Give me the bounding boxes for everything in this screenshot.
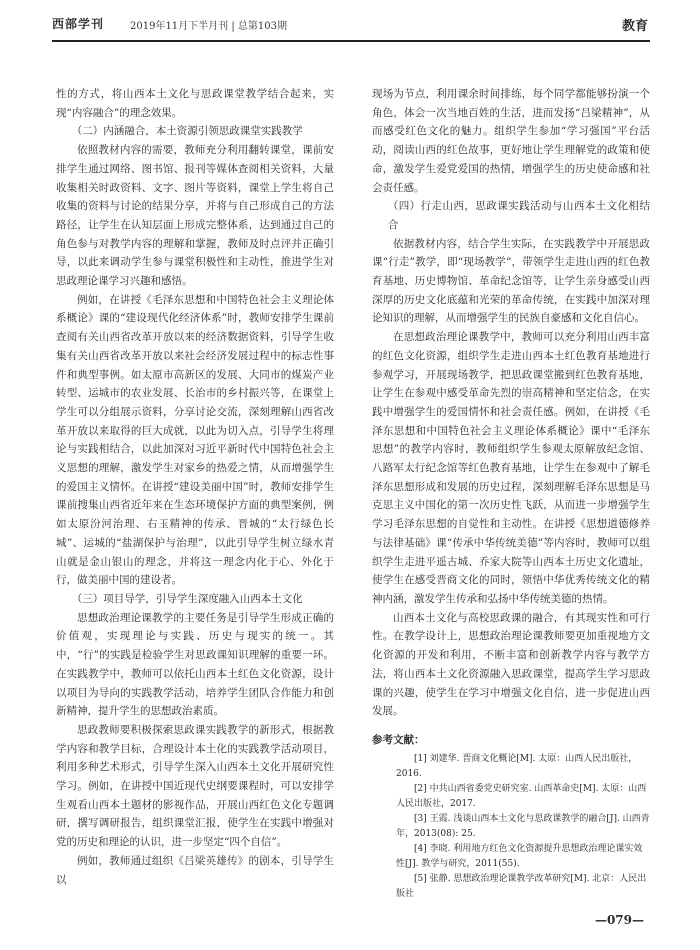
journal-title: 西部学刊 — [52, 17, 105, 31]
paragraph: 例如，教师通过组织《吕梁英雄传》的剧本，引导学生以 — [56, 854, 334, 886]
right-column — [372, 85, 650, 902]
page-header — [52, 14, 650, 36]
paragraph: 在思想政治理论课教学中，教师可以充分利用山西丰富的红色文化资源，组织学生走进山西本土红色教育基地进行参观学习，开展现场教学，把思政课堂搬到红色教育基地，让学生在参观中感受革命先烈的崇高精神和坚定信念，在实践中增强学生的爱国情怀和社会责任感。例如，在讲授《毛泽东思想和中国特色社会主义理论体系概论》课中“毛泽东思想”的教学内容时，教师组织学生参观太原解放纪念馆、八路军太行纪念馆等红色教育基地，让学生在参观中了解毛泽东思想形成和发展的历史过程，深刻理解毛泽东思想是马克思主义中国化的第一次历史性飞跃，从而进一步增强学生学习毛泽东思想的自觉性和主动性。在讲授《思想道德修养与法律基础》课“传承中华传统美德”等内容时，教师可以组织学生走进平遥古城、乔家大院等山西本土历史文化遗址，使学生在感受晋商文化的同时，领悟中华优秀传统文化的精神内涵，激发学生传承和弘扬中华传统美德的热情。 — [372, 331, 650, 605]
section-heading: （三）项目导学，引导学生深度融入山西本土文化 — [71, 592, 303, 605]
references-list — [372, 752, 650, 902]
paragraph: 依照教材内容的需要，教师充分利用翻转课堂，课前安排学生通过网络、图书馆、报刊等媒体查阅相关资料，大量收集相关时政资料、文字、图片等资料，课堂上学生将自己收集的资料与讨论的结果分享，并将与自己形成自己的方法路径，让学生在认知层面上形成完整体系，达到通过自己的角色参与对教学内容的理解和掌握，教师及时点评并正确引导，以此来调动学生参与课堂积极性和主动性，推进学生对思政理论课学习兴趣和感悟。 — [56, 144, 334, 288]
section-heading: （二）内涵融合，本土资源引领思政课堂实践教学 — [71, 125, 303, 138]
paragraph: 思想政治理论课教学的主要任务是引导学生形成正确的价值观，实现理论与实践、历史与现实的统一。其中，“行”的实践是检验学生对思政课知识理解的重要一环。在实践教学中，教师可以依托山西本土红色文化资源，设计以项目为导向的实践教学活动，培养学生团队合作能力和创新精神，提升学生的思想政治素质。 — [56, 611, 334, 718]
left-column — [56, 85, 334, 889]
paragraph: 山西本土文化与高校思政课的融合，有其现实性和可行性。在教学设计上，思想政治理论课教师要更加重视地方文化资源的开发和利用，不断丰富和创新教学内容与教学方法，将山西本土文化资源融入思政课堂，提高学生学习思政课的兴趣，使学生在学习中增强文化自信，进一步促进山西发展。 — [372, 611, 650, 718]
paragraph: 例如，在讲授《毛泽东思想和中国特色社会主义理论体系概论》课的“建设现代化经济体系”时，教师安排学生课前查阅有关山西省改革开放以来的经济数据资料，引导学生收集有关山西省改革开放以来社会经济发展过程中的标志性事件和典型事例。如太原市高新区的发展、大同市的煤炭产业转型、运城市的农业发展、长治市的乡村振兴等，在课堂上学生可以分组展示资料，分享讨论交流，深刻理解山西省改革开放以来取得的巨大成就，以此为切入点，引导学生将理论与实践相结合，以此加深对习近平新时代中国特色社会主义思想的理解，激发学生对家乡的热爱之情，从而增强学生的爱国主义情怀。在讲授“建设美丽中国”时，教师安排学生课前搜集山西省近年来在生态环境保护方面的典型案例，例如太原汾河治理、右玉精神的传承、晋城的“太行绿色长城”、运城的“盐湖保护与治理”，以此引导学生树立绿水青山就是金山银山的理念，并将这一理念内化于心、外化于行，做美丽中国的建设者。 — [56, 293, 334, 587]
paragraph: 思政教师要积极探索思政课实践教学的新形式，根据教学内容和教学目标，合理设计本土化的实践教学活动项目，利用多种艺术形式，引导学生深入山西本土文化开展研究性学习。例如，在讲授中国近现代史纲要课程时，可以安排学生观看山西本土题材的影视作品，开展山西红色文化专题调研，撰写调研报告，组织课堂汇报，使学生在实践中增强对党的历史和理论的认识，进一步坚定“四个自信”。 — [56, 723, 334, 849]
paragraph: 现场为节点，利用课余时间排练，每个同学都能够扮演一个角色，体会一次当地百姓的生活，进而发扬“吕梁精神”，从而感受红色文化的魅力。组织学生参加“学习强国”平台活动，阅读山西的红色故事，更好地让学生理解党的政策和使命，激发学生爱党爱国的热情，增强学生的历史使命感和社会责任感。 — [372, 88, 650, 194]
reference-item: [1] 刘建华. 晋商文化概论[M]. 太原：山西人民出版社，2016. — [396, 753, 638, 779]
reference-item: [5] 张静. 思想政治理论课教学改革研究[M]. 北京：人民出版社 — [396, 873, 647, 899]
reference-item: [2] 中共山西省委党史研究室. 山西革命史[M]. 太原：山西人民出版社，2017. — [396, 783, 647, 809]
reference-item: [3] 王霞. 浅谈山西本土文化与思政课教学的融合[J]. 山西青年，2013(08): 25. — [396, 813, 650, 839]
section-heading: （四）行走山西，思政课实践活动与山西本土文化相结合 — [387, 200, 650, 231]
references-title: 参考文献： — [372, 733, 425, 746]
header-rule — [52, 40, 650, 42]
reference-item: [4] 李晓. 利用地方红色文化资源提升思想政治理论课实效性[J]. 教学与研究，2011(55). — [396, 843, 643, 869]
paragraph: 性的方式，将山西本土文化与思政课堂教学结合起来，实现“内容融合”的理念效果。 — [56, 88, 334, 119]
page-number: —079— — [594, 913, 644, 927]
column-label: 教育 — [621, 19, 648, 34]
right-column-body — [372, 85, 650, 721]
issue-info: 2019年11月下半月刊 | 总第103期 — [130, 21, 287, 32]
paragraph: 依据教材内容，结合学生实际，在实践教学中开展思政课“行走”教学，即“现场教学”，带领学生走进山西的红色教育基地、历史博物馆、革命纪念馆等，让学生亲身感受山西深厚的历史文化底蕴和光荣的革命传统，在实践中加深对理论知识的理解，从而增强学生的民族自豪感和文化自信心。 — [372, 237, 650, 325]
